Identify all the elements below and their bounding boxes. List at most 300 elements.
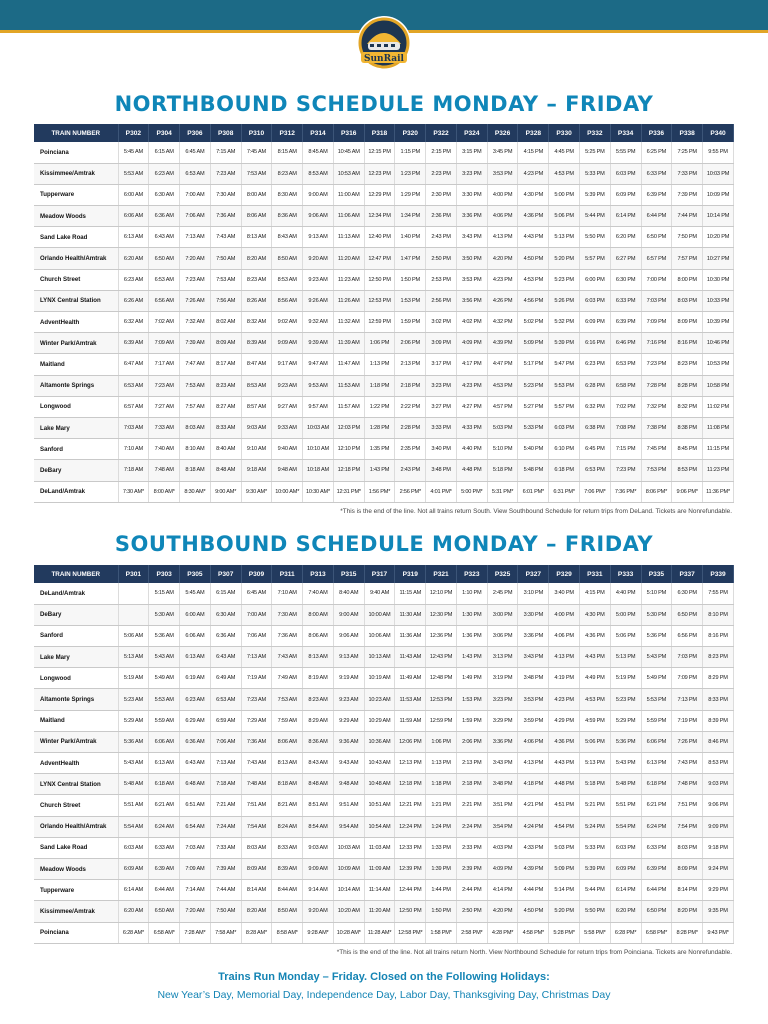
departure-time: 6:30 PM xyxy=(610,269,641,290)
departure-time: 4:00 PM xyxy=(487,184,518,205)
departure-time: 10:53 AM xyxy=(333,163,364,184)
departure-time: 8:17 AM xyxy=(210,354,241,375)
departure-time: 7:48 AM xyxy=(149,460,180,481)
departure-time: 4:43 PM xyxy=(579,647,610,668)
departure-time: 8:18 AM xyxy=(272,774,303,795)
table-row xyxy=(34,290,734,311)
departure-time: 3:45 PM xyxy=(487,142,518,163)
train-number: P336 xyxy=(641,124,672,142)
departure-time: 10:00 AM* xyxy=(272,481,303,502)
departure-time: 11:53 AM xyxy=(395,689,426,710)
departure-time: 9:09 AM xyxy=(272,333,303,354)
departure-time: 8:20 AM xyxy=(241,248,272,269)
departure-time: 5:30 AM xyxy=(149,604,180,625)
departure-time: 7:19 AM xyxy=(241,668,272,689)
departure-time: 9:33 AM xyxy=(272,417,303,438)
departure-time: 4:50 PM xyxy=(518,248,549,269)
departure-time: 5:48 PM xyxy=(610,774,641,795)
departure-time: 7:39 AM xyxy=(210,858,241,879)
departure-time: 1:53 PM xyxy=(395,290,426,311)
train-number: P312 xyxy=(272,124,303,142)
departure-time: 5:24 PM xyxy=(579,816,610,837)
departure-time: 5:18 PM xyxy=(487,460,518,481)
departure-time: 4:09 PM xyxy=(487,858,518,879)
departure-time: 7:09 PM xyxy=(641,312,672,333)
departure-time: 7:02 AM xyxy=(149,312,180,333)
departure-time: 5:30 PM xyxy=(641,604,672,625)
departure-time: 5:14 PM xyxy=(549,880,580,901)
departure-time: 8:27 AM xyxy=(210,396,241,417)
departure-time: 8:29 PM xyxy=(703,668,734,689)
departure-time: 6:39 PM xyxy=(610,312,641,333)
departure-time: 5:00 PM xyxy=(610,604,641,625)
table-row xyxy=(34,816,734,837)
departure-time: 6:33 AM xyxy=(149,837,180,858)
departure-time: 2:13 PM xyxy=(395,354,426,375)
departure-time: 9:06 PM* xyxy=(672,481,703,502)
departure-time: 7:25 PM xyxy=(672,142,703,163)
departure-time: 6:53 AM xyxy=(210,689,241,710)
departure-time: 6:27 PM xyxy=(610,248,641,269)
departure-time: 8:09 AM xyxy=(241,858,272,879)
train-number: P304 xyxy=(149,124,180,142)
departure-time: 8:53 AM xyxy=(272,269,303,290)
departure-time: 11:36 PM* xyxy=(703,481,734,502)
departure-time: 5:39 PM xyxy=(579,858,610,879)
departure-time: 1:23 PM xyxy=(395,163,426,184)
departure-time: 7:20 AM xyxy=(180,248,211,269)
departure-time: 2:39 PM xyxy=(456,858,487,879)
departure-time: 7:19 PM xyxy=(672,710,703,731)
departure-time: 8:23 AM xyxy=(210,375,241,396)
departure-time: 6:21 AM xyxy=(149,795,180,816)
departure-time: 4:23 PM xyxy=(487,269,518,290)
departure-time: 4:17 PM xyxy=(456,354,487,375)
departure-time: 7:02 PM xyxy=(610,396,641,417)
departure-time: 1:30 PM xyxy=(456,604,487,625)
departure-time: 6:36 AM xyxy=(210,625,241,646)
departure-time: 5:39 PM xyxy=(549,333,580,354)
departure-time: 10:13 AM xyxy=(364,647,395,668)
table-row xyxy=(34,774,734,795)
departure-time: 8:51 AM xyxy=(303,795,334,816)
departure-time: 7:33 AM xyxy=(149,417,180,438)
departure-time: 1:18 PM xyxy=(364,375,395,396)
departure-time: 5:09 PM xyxy=(518,333,549,354)
departure-time: 6:44 PM xyxy=(641,880,672,901)
departure-time: 4:20 PM xyxy=(487,248,518,269)
departure-time: 7:23 AM xyxy=(180,269,211,290)
departure-time: 8:00 PM xyxy=(672,269,703,290)
departure-time: 8:16 PM xyxy=(703,625,734,646)
departure-time: 5:20 PM xyxy=(549,901,580,922)
train-number: P319 xyxy=(395,565,426,583)
departure-time: 6:06 PM xyxy=(641,731,672,752)
departure-time: 7:40 AM xyxy=(303,583,334,604)
departure-time: 4:15 PM xyxy=(579,583,610,604)
departure-time: 8:13 AM xyxy=(241,227,272,248)
table-row xyxy=(34,668,734,689)
departure-time: 7:03 AM xyxy=(118,417,149,438)
departure-time: 1:33 PM xyxy=(426,837,457,858)
departure-time: 8:23 PM xyxy=(703,647,734,668)
logo-text: SunRail xyxy=(364,54,404,64)
departure-time: 5:48 AM xyxy=(118,774,149,795)
departure-time: 5:53 AM xyxy=(118,163,149,184)
departure-time: 8:10 AM xyxy=(180,439,211,460)
departure-time: 8:23 AM xyxy=(303,689,334,710)
departure-time: 2:43 PM xyxy=(426,227,457,248)
departure-time: 7:00 PM xyxy=(641,269,672,290)
departure-time: 2:33 PM xyxy=(456,837,487,858)
departure-time: 8:58 AM* xyxy=(272,922,303,943)
departure-time: 5:58 PM* xyxy=(579,922,610,943)
departure-time: 7:36 AM xyxy=(241,731,272,752)
departure-time: 5:50 PM xyxy=(579,901,610,922)
departure-time: 10:54 AM xyxy=(364,816,395,837)
departure-time: 5:03 PM xyxy=(487,417,518,438)
departure-time: 3:48 PM xyxy=(426,460,457,481)
train-number: P330 xyxy=(549,124,580,142)
departure-time: 11:03 AM xyxy=(364,837,395,858)
departure-time: 6:45 AM xyxy=(180,142,211,163)
departure-time: 9:03 AM xyxy=(303,837,334,858)
departure-time: 12:15 PM xyxy=(364,142,395,163)
departure-time: 6:33 PM xyxy=(610,290,641,311)
train-number: P308 xyxy=(210,124,241,142)
departure-time: 11:13 AM xyxy=(333,227,364,248)
departure-time: 3:36 PM xyxy=(518,625,549,646)
departure-time: 7:00 AM xyxy=(241,604,272,625)
departure-time: 4:58 PM* xyxy=(518,922,549,943)
departure-time: 12:31 PM* xyxy=(333,481,364,502)
departure-time: 6:03 PM xyxy=(549,417,580,438)
departure-time: 10:27 PM xyxy=(703,248,734,269)
table-row xyxy=(34,753,734,774)
departure-time: 7:38 PM xyxy=(641,417,672,438)
departure-time: 10:18 AM xyxy=(303,460,334,481)
departure-time: 6:43 AM xyxy=(149,227,180,248)
departure-time: 6:03 PM xyxy=(610,163,641,184)
departure-time: 5:33 PM xyxy=(579,837,610,858)
departure-time: 5:23 PM xyxy=(610,689,641,710)
departure-time: 8:32 PM xyxy=(672,396,703,417)
departure-time: 12:30 PM xyxy=(426,604,457,625)
departure-time: 8:28 PM xyxy=(672,375,703,396)
departure-time: 6:14 PM xyxy=(610,880,641,901)
table-row xyxy=(34,439,734,460)
station-name: Sanford xyxy=(34,439,118,460)
departure-time: 8:33 AM xyxy=(272,837,303,858)
departure-time: 4:02 PM xyxy=(456,312,487,333)
departure-time: 3:19 PM xyxy=(487,668,518,689)
station-name: Orlando Health/Amtrak xyxy=(34,248,118,269)
departure-time: 9:09 PM xyxy=(703,816,734,837)
departure-time: 5:36 AM xyxy=(149,625,180,646)
departure-time: 4:48 PM xyxy=(456,460,487,481)
departure-time: 1:40 PM xyxy=(395,227,426,248)
departure-time: 5:29 AM xyxy=(118,710,149,731)
train-number: P307 xyxy=(210,565,241,583)
departure-time: 8:53 AM xyxy=(303,163,334,184)
departure-time: 10:10 AM xyxy=(303,439,334,460)
departure-time: 8:48 AM xyxy=(210,460,241,481)
departure-time: 6:38 PM xyxy=(579,417,610,438)
train-number: P303 xyxy=(149,565,180,583)
departure-time: 7:09 AM xyxy=(149,333,180,354)
departure-time: 4:06 PM xyxy=(549,625,580,646)
departure-time: 7:43 AM xyxy=(210,227,241,248)
departure-time: 10:30 PM xyxy=(703,269,734,290)
departure-time: 9:43 PM* xyxy=(703,922,734,943)
departure-time: 5:00 PM* xyxy=(456,481,487,502)
departure-time: 3:30 PM xyxy=(456,184,487,205)
departure-time: 9:18 AM xyxy=(241,460,272,481)
departure-time: 6:14 PM xyxy=(610,206,641,227)
departure-time xyxy=(118,604,149,625)
southbound-title: SOUTHBOUND SCHEDULE MONDAY – FRIDAY xyxy=(114,532,654,556)
train-number: P301 xyxy=(118,565,149,583)
departure-time: 5:36 PM xyxy=(641,625,672,646)
departure-time: 2:23 PM xyxy=(426,163,457,184)
departure-time: 9:40 AM xyxy=(364,583,395,604)
departure-time: 2:50 PM xyxy=(426,248,457,269)
departure-time: 7:06 AM xyxy=(180,206,211,227)
departure-time: 8:36 AM xyxy=(303,731,334,752)
departure-time: 10:03 AM xyxy=(333,837,364,858)
departure-time: 11:00 AM xyxy=(333,184,364,205)
table-row xyxy=(34,604,734,625)
departure-time: 7:28 PM xyxy=(641,375,672,396)
departure-time: 5:23 AM xyxy=(118,689,149,710)
departure-time: 4:39 PM xyxy=(518,858,549,879)
departure-time: 6:13 PM xyxy=(641,753,672,774)
station-name: Meadow Woods xyxy=(34,206,118,227)
departure-time: 3:13 PM xyxy=(487,647,518,668)
departure-time: 9:48 AM xyxy=(333,774,364,795)
table-row xyxy=(34,795,734,816)
departure-time: 7:26 AM xyxy=(180,290,211,311)
departure-time: 5:06 PM xyxy=(579,731,610,752)
departure-time: 6:58 PM* xyxy=(641,922,672,943)
table-row xyxy=(34,710,734,731)
train-number: P326 xyxy=(487,124,518,142)
departure-time: 3:33 PM xyxy=(426,417,457,438)
departure-time: 10:14 AM xyxy=(333,880,364,901)
station-name: Altamonte Springs xyxy=(34,689,118,710)
table-row xyxy=(34,837,734,858)
train-number: P338 xyxy=(672,124,703,142)
train-number: P302 xyxy=(118,124,149,142)
departure-time: 7:20 AM xyxy=(180,901,211,922)
departure-time: 8:28 AM* xyxy=(241,922,272,943)
departure-time: 10:03 AM xyxy=(303,417,334,438)
table-row xyxy=(34,333,734,354)
station-name: Winter Park/Amtrak xyxy=(34,731,118,752)
departure-time: 1:06 PM xyxy=(426,731,457,752)
departure-time: 8:06 AM xyxy=(272,731,303,752)
table-row xyxy=(34,689,734,710)
station-name: Orlando Health/Amtrak xyxy=(34,816,118,837)
table-row xyxy=(34,858,734,879)
departure-time: 12:58 PM* xyxy=(395,922,426,943)
departure-time: 6:13 AM xyxy=(149,753,180,774)
departure-time: 7:48 PM xyxy=(672,774,703,795)
departure-time: 4:23 PM xyxy=(456,375,487,396)
departure-time: 9:06 AM xyxy=(333,625,364,646)
departure-time: 5:03 PM xyxy=(549,837,580,858)
departure-time xyxy=(118,583,149,604)
departure-time: 10:20 PM xyxy=(703,227,734,248)
departure-time: 5:43 PM xyxy=(641,647,672,668)
train-number: P310 xyxy=(241,124,272,142)
departure-time: 7:06 PM* xyxy=(579,481,610,502)
departure-time: 6:13 AM xyxy=(118,227,149,248)
departure-time: 4:24 PM xyxy=(518,816,549,837)
departure-time: 3:43 PM xyxy=(456,227,487,248)
station-name: Kissimmee/Amtrak xyxy=(34,901,118,922)
departure-time: 11:02 PM xyxy=(703,396,734,417)
departure-time: 5:25 PM xyxy=(579,142,610,163)
departure-time: 6:23 PM xyxy=(579,354,610,375)
departure-time: 7:36 PM* xyxy=(610,481,641,502)
departure-time: 5:21 PM xyxy=(579,795,610,816)
departure-time: 4:26 PM xyxy=(487,290,518,311)
departure-time: 4:21 PM xyxy=(518,795,549,816)
departure-time: 12:59 PM xyxy=(364,312,395,333)
departure-time: 8:53 AM xyxy=(241,375,272,396)
departure-time: 8:43 AM xyxy=(303,753,334,774)
departure-time: 5:13 AM xyxy=(118,647,149,668)
departure-time: 12:34 PM xyxy=(364,206,395,227)
departure-time: 2:18 PM xyxy=(456,774,487,795)
departure-time: 4:13 PM xyxy=(518,753,549,774)
departure-time: 8:50 AM xyxy=(272,248,303,269)
departure-time: 4:23 PM xyxy=(518,163,549,184)
departure-time: 9:10 AM xyxy=(241,439,272,460)
departure-time: 10:58 PM xyxy=(703,375,734,396)
departure-time: 3:23 PM xyxy=(487,689,518,710)
departure-time: 7:53 AM xyxy=(241,163,272,184)
departure-time: 1:29 PM xyxy=(395,184,426,205)
departure-time: 8:39 AM xyxy=(241,333,272,354)
departure-time: 4:51 PM xyxy=(549,795,580,816)
departure-time: 6:43 AM xyxy=(180,753,211,774)
departure-time: 5:17 PM xyxy=(518,354,549,375)
departure-time: 7:44 PM xyxy=(672,206,703,227)
departure-time: 3:43 PM xyxy=(487,753,518,774)
departure-time: 7:16 PM xyxy=(641,333,672,354)
table-row xyxy=(34,354,734,375)
departure-time: 1:39 PM xyxy=(426,858,457,879)
departure-time: 9:23 AM xyxy=(272,375,303,396)
departure-time: 8:09 PM xyxy=(672,312,703,333)
departure-time: 9:53 AM xyxy=(303,375,334,396)
departure-time: 6:50 PM xyxy=(641,227,672,248)
departure-time: 3:30 PM xyxy=(518,604,549,625)
departure-time: 6:31 PM* xyxy=(549,481,580,502)
train-number: P322 xyxy=(426,124,457,142)
departure-time: 7:45 PM xyxy=(641,439,672,460)
departure-time: 6:44 AM xyxy=(149,880,180,901)
departure-time: 10:45 AM xyxy=(333,142,364,163)
train-number: P320 xyxy=(395,124,426,142)
departure-time: 9:20 AM xyxy=(303,248,334,269)
departure-time: 11:57 AM xyxy=(333,396,364,417)
departure-time: 3:09 PM xyxy=(426,333,457,354)
departure-time: 9:06 PM xyxy=(703,795,734,816)
departure-time: 7:45 AM xyxy=(241,142,272,163)
departure-time: 6:03 PM xyxy=(579,290,610,311)
departure-time: 8:43 AM xyxy=(272,227,303,248)
departure-time: 10:48 AM xyxy=(364,774,395,795)
departure-time: 7:57 PM xyxy=(672,248,703,269)
table-row xyxy=(34,731,734,752)
departure-time: 6:43 AM xyxy=(210,647,241,668)
departure-time: 7:03 PM xyxy=(641,290,672,311)
departure-time: 8:45 PM xyxy=(672,439,703,460)
departure-time: 8:48 AM xyxy=(303,774,334,795)
station-name: Sand Lake Road xyxy=(34,837,118,858)
departure-time: 8:50 AM xyxy=(272,901,303,922)
departure-time: 8:03 PM xyxy=(672,290,703,311)
departure-time: 7:53 AM xyxy=(272,689,303,710)
departure-time: 7:13 PM xyxy=(672,689,703,710)
departure-time: 5:06 PM xyxy=(610,625,641,646)
departure-time: 5:10 PM xyxy=(487,439,518,460)
departure-time: 2:24 PM xyxy=(456,816,487,837)
departure-time: 7:53 AM xyxy=(180,375,211,396)
departure-time: 9:29 PM xyxy=(703,880,734,901)
departure-time: 5:45 AM xyxy=(118,142,149,163)
train-number: P335 xyxy=(641,565,672,583)
departure-time: 6:20 PM xyxy=(610,227,641,248)
table-row xyxy=(34,142,734,163)
departure-time: 3:54 PM xyxy=(487,816,518,837)
departure-time: 6:16 PM xyxy=(579,333,610,354)
departure-time: 12:40 PM xyxy=(364,227,395,248)
station-name: Kissimmee/Amtrak xyxy=(34,163,118,184)
departure-time: 7:10 AM xyxy=(272,583,303,604)
departure-time: 7:23 AM xyxy=(241,689,272,710)
departure-time: 1:43 PM xyxy=(456,647,487,668)
departure-time: 8:45 AM xyxy=(303,142,334,163)
departure-time: 8:06 PM* xyxy=(641,481,672,502)
departure-time: 8:54 AM xyxy=(303,816,334,837)
station-name: DeLand/Amtrak xyxy=(34,583,118,604)
departure-time: 4:01 PM* xyxy=(426,481,457,502)
departure-time: 4:29 PM xyxy=(549,710,580,731)
departure-time: 12:24 PM xyxy=(395,816,426,837)
departure-time: 9:32 AM xyxy=(303,312,334,333)
station-name: DeLand/Amtrak xyxy=(34,481,118,502)
departure-time: 4:03 PM xyxy=(487,837,518,858)
departure-time: 6:50 AM xyxy=(149,248,180,269)
departure-time: 7:13 AM xyxy=(180,227,211,248)
departure-time: 7:00 AM xyxy=(180,184,211,205)
departure-time: 6:00 AM xyxy=(180,604,211,625)
departure-time: 3:53 PM xyxy=(456,269,487,290)
departure-time: 6:00 AM xyxy=(118,184,149,205)
departure-time: 2:30 PM xyxy=(426,184,457,205)
departure-time: 6:23 AM xyxy=(180,689,211,710)
table-row xyxy=(34,375,734,396)
departure-time: 5:19 PM xyxy=(610,668,641,689)
station-name: Altamonte Springs xyxy=(34,375,118,396)
departure-time: 8:33 PM xyxy=(703,689,734,710)
departure-time: 4:44 PM xyxy=(518,880,549,901)
departure-time: 8:16 PM xyxy=(672,333,703,354)
